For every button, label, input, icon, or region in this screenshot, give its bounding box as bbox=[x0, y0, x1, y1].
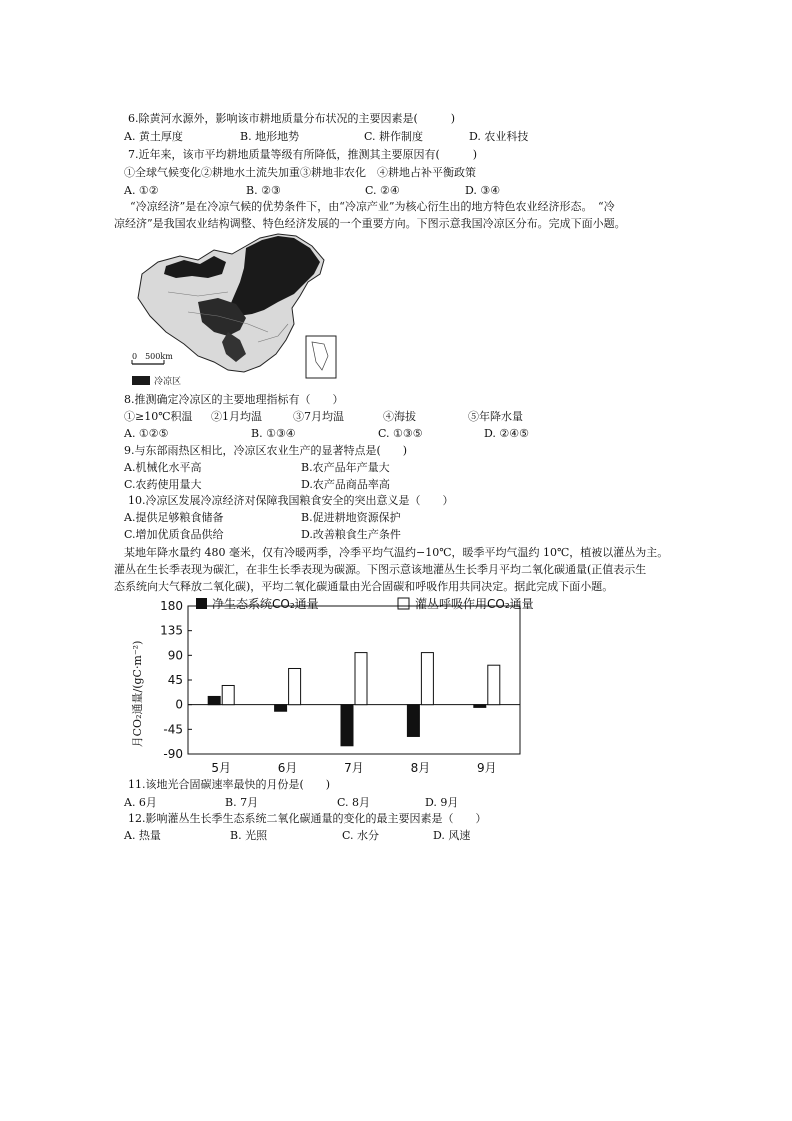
south-china-sea-inset bbox=[306, 336, 336, 378]
q12-stem: 12.影响灌丛生长季生态系统二氧化碳通量的变化的最主要因素是（ ） bbox=[128, 812, 487, 825]
intro1-line2: 凉经济”是我国农业结构调整、特色经济发展的一个重要方向。下图示意我国冷凉区分布。完成下面小题。 bbox=[114, 217, 626, 230]
bar-respiration-flux bbox=[355, 653, 367, 705]
bar-respiration-flux bbox=[289, 668, 301, 704]
q9-option-a: A.机械化水平高 bbox=[124, 461, 202, 474]
chart-legend bbox=[196, 596, 534, 611]
legend-swatch-net bbox=[196, 598, 207, 609]
x-tick-label: 9月 bbox=[476, 761, 497, 775]
q9-option-b: B.农产品年产量大 bbox=[301, 461, 390, 474]
china-cold-zone-map bbox=[128, 232, 360, 392]
intro1-line1: “冷凉经济”是在冷凉气候的优势条件下，由“冷凉产业”为核心衍生出的地方特色农业经济形态。 “冷 bbox=[130, 200, 615, 213]
q8-option-b: B. ①③④ bbox=[251, 427, 296, 440]
q9-option-d: D.农产品商品率高 bbox=[301, 478, 390, 491]
y-axis-label: 月CO₂通量/(gC·m⁻²) bbox=[131, 640, 144, 748]
co2-flux-chart bbox=[128, 594, 548, 776]
bar-net-flux bbox=[275, 705, 287, 712]
intro2-line3: 态系统向大气释放二氧化碳)，平均二氧化碳通量由光合固碳和呼吸作用共同决定。据此完成下面小题。 bbox=[114, 580, 614, 593]
y-tick-label: -90 bbox=[163, 747, 183, 761]
intro2-line1: 某地年降水量约 480 毫米，仅有冷暖两季，冷季平均气温约−10℃，暖季平均气温约 10℃，植被以灌丛为主。 bbox=[124, 546, 669, 559]
bar-respiration-flux bbox=[222, 685, 234, 704]
q11-stem: 11.该地光合固碳速率最快的月份是( ) bbox=[128, 778, 331, 791]
x-tick-label: 7月 bbox=[344, 761, 364, 775]
x-tick-label: 5月 bbox=[211, 761, 232, 775]
y-tick-label: 90 bbox=[167, 648, 183, 663]
bar-respiration-flux bbox=[488, 665, 500, 704]
q6-option-a: A. 黄土厚度 bbox=[124, 130, 183, 143]
q8-option-c: C. ①③⑤ bbox=[378, 427, 423, 440]
legend-label: 冷凉区 bbox=[154, 377, 182, 387]
y-tick-label: -45 bbox=[163, 722, 183, 737]
q10-option-c: C.增加优质食品供给 bbox=[124, 528, 224, 541]
q10-option-d: D.改善粮食生产条件 bbox=[301, 528, 401, 541]
q11-option-a: A. 6月 bbox=[124, 796, 157, 809]
bar-net-flux bbox=[407, 705, 419, 737]
q9-stem: 9.与东部雨热区相比，冷凉区农业生产的显著特点是( ) bbox=[124, 444, 408, 457]
q7-items: ①全球气候变化②耕地水土流失加重③耕地非农化 ④耕地占补平衡政策 bbox=[124, 166, 476, 179]
q8-option-d: D. ②④⑤ bbox=[484, 427, 530, 440]
q9-option-c: C.农药使用量大 bbox=[124, 478, 202, 491]
q8-item-3: ③7月均温 bbox=[293, 410, 344, 423]
q7-option-d: D. ③④ bbox=[465, 184, 501, 197]
q12-option-d: D. 风速 bbox=[433, 829, 471, 842]
bar-net-flux bbox=[341, 705, 353, 746]
q11-option-b: B. 7月 bbox=[225, 796, 259, 809]
x-tick-label: 8月 bbox=[410, 761, 431, 775]
y-tick-label: 135 bbox=[160, 623, 183, 638]
q8-item-4: ④海拔 bbox=[383, 410, 416, 423]
q8-item-5: ⑤年降水量 bbox=[468, 410, 523, 423]
x-tick-label: 6月 bbox=[277, 761, 298, 775]
y-tick-label: 180 bbox=[160, 599, 183, 613]
q7-option-a: A. ①② bbox=[124, 184, 159, 197]
q8-option-a: A. ①②⑤ bbox=[124, 427, 169, 440]
legend-swatch-resp bbox=[398, 598, 409, 609]
q7-option-c: C. ②④ bbox=[365, 184, 400, 197]
q11-option-c: C. 8月 bbox=[337, 796, 371, 809]
q10-stem: 10.冷凉区发展冷凉经济对保障我国粮食安全的突出意义是（ ） bbox=[128, 494, 454, 507]
q10-option-b: B.促进耕地资源保护 bbox=[301, 511, 401, 524]
q8-item-1: ①≥10℃积温 bbox=[124, 410, 193, 423]
q12-option-c: C. 水分 bbox=[342, 829, 380, 842]
q12-option-b: B. 光照 bbox=[230, 829, 268, 842]
q6-option-c: C. 耕作制度 bbox=[364, 130, 424, 143]
y-tick-label: 0 bbox=[175, 697, 183, 712]
legend-label-net: 净生态系统CO₂通量 bbox=[212, 597, 319, 611]
legend-label-resp: 灌丛呼吸作用CO₂通量 bbox=[415, 597, 534, 611]
q10-option-a: A.提供足够粮食储备 bbox=[124, 511, 224, 524]
q6-option-b: B. 地形地势 bbox=[240, 130, 300, 143]
q8-stem: 8.推测确定冷凉区的主要地理指标有（ ） bbox=[124, 393, 344, 406]
q7-option-b: B. ②③ bbox=[246, 184, 281, 197]
y-tick-label: 45 bbox=[167, 673, 183, 687]
scale-label: 0 500km bbox=[132, 352, 173, 361]
q6-option-d: D. 农业科技 bbox=[469, 130, 529, 143]
bar-respiration-flux bbox=[421, 653, 433, 705]
q12-option-a: A. 热量 bbox=[124, 829, 161, 842]
q7-stem: 7.近年来，该市平均耕地质量等级有所降低，推测其主要原因有( ) bbox=[128, 148, 478, 161]
q8-item-2: ②1月均温 bbox=[211, 410, 262, 423]
q6-stem: 6.除黄河水源外，影响该市耕地质量分布状况的主要因素是( ) bbox=[128, 112, 456, 125]
intro2-line2: 灌丛在生长季表现为碳汇，在非生长季表现为碳源。下图示意该地灌丛生长季月平均二氧化碳通量(正值表示生 bbox=[114, 563, 647, 576]
plot-frame bbox=[188, 606, 520, 754]
q11-option-d: D. 9月 bbox=[425, 796, 459, 809]
legend-swatch bbox=[132, 376, 150, 385]
bar-net-flux bbox=[474, 705, 486, 708]
bar-net-flux bbox=[208, 696, 220, 704]
